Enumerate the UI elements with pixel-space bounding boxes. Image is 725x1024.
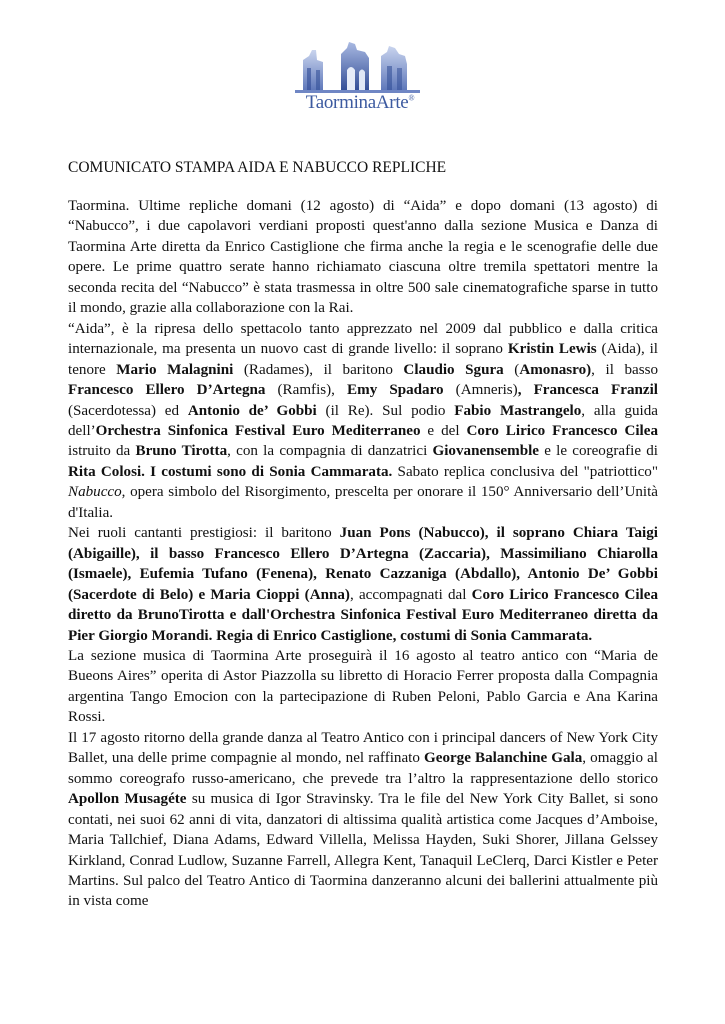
text-run: La sezione musica di Taormina Arte proseguirà il 16 agosto al teatro antico con “Maria de Bueons Aires” operita di Astor Piazzolla su libretto di Horacio Ferrer proposta dalla Compagnia argentina Tango Emocion con la partecipazione di Ruben Peloni, Pablo Garcia e Ana Karina Rossi. bbox=[68, 647, 658, 726]
text-run: , il basso bbox=[591, 361, 658, 378]
text-run: su musica di Igor Stravinsky. Tra le file del New York City Ballet, si sono contati, nei suoi 62 anni di vita, danzatori di altissima qualità artistica come Jacques d’Amboise, Maria Tallchief, Diana Adams, Edward Villella, Melissa Hayden, Suki Shorer, Jillana Gelssey Kirkland, Conrad Ludlow, Suzanne Farrell, Allegra Kent, Tanaquil LeClerq, Darci Kistler e Peter Martins. Sul palco del Teatro Antico di Taormina danzeranno alcuni dei ballerini attualmente più in vista come bbox=[68, 791, 658, 910]
bold-text-run: George Balanchine Gala bbox=[424, 750, 583, 767]
bold-text-run: Fabio Mastrangelo bbox=[454, 402, 582, 419]
text-run: (il Re). Sul podio bbox=[316, 402, 455, 419]
text-run: Nei ruoli cantanti prestigiosi: il baritono bbox=[68, 525, 340, 542]
body-paragraph bbox=[68, 523, 658, 646]
bold-text-run: Francesco Ellero D’Artegna bbox=[68, 382, 266, 399]
text-run: (Ramfis), bbox=[265, 382, 348, 399]
text-run: , opera simbolo del Risorgimento, prescelta per onorare il 150° Anniversario dell’Unità d'Italia. bbox=[68, 484, 658, 521]
bold-text-run: , Francesca Franzil bbox=[517, 382, 658, 399]
bold-text-run: Coro Lirico Francesco Cilea bbox=[466, 422, 658, 439]
bold-text-run: Mario Malagnini bbox=[116, 361, 234, 378]
body-paragraph bbox=[68, 728, 658, 912]
text-run: Sabato replica conclusiva del "patriottico" bbox=[392, 463, 658, 480]
text-run: , accompagnati dal bbox=[349, 586, 472, 603]
bold-text-run: Antonio de’ Gobbi bbox=[187, 402, 317, 419]
text-run: e del bbox=[420, 422, 467, 439]
text-run: “Aida”, è la ripresa dello spettacolo tanto apprezzato nel 2009 dal pubblico e dalla critica internazionale, ma presenta un nuovo cast di grande livello: il soprano bbox=[68, 320, 658, 358]
logo-wordmark: TaorminaArte® bbox=[305, 92, 415, 113]
bold-text-run: Claudio Sgura bbox=[403, 361, 504, 378]
bold-text-run: Orchestra Sinfonica Festival Euro Mediterraneo bbox=[95, 422, 421, 439]
document-body bbox=[68, 196, 658, 912]
text-run: (Radames), il baritono bbox=[233, 361, 404, 378]
bold-text-run: Coro Lirico Francesco Cilea diretto da BrunoTirotta e dall'Orchestra Sinfonica Festival Euro Mediterraneo diretta da Pier Giorgio Morandi. Regia di Enrico Castiglione, costumi di Sonia Cammarata. bbox=[68, 586, 658, 644]
bold-text-run: Giovanensemble bbox=[432, 443, 539, 460]
document-title: COMUNICATO STAMPA AIDA E NABUCCO REPLICHE bbox=[68, 159, 447, 176]
bold-text-run: Amonasro) bbox=[519, 361, 592, 378]
text-run: (Amneris) bbox=[443, 382, 518, 399]
bold-text-run: Apollon Musagéte bbox=[68, 791, 187, 808]
bold-text-run: Juan Pons (Nabucco), il soprano Chiara Taigi (Abigaille), il basso Francesco Ellero D’Artegna (Zaccaria), Massimiliano Chiarolla (Ismaele), Eufemia Tufano (Fenena), Renato Cazzaniga (Abdallo), Antonio De’ Gobbi (Sacerdote di Belo) e Maria Cioppi (Anna) bbox=[68, 525, 658, 603]
italic-text-run: Nabucco bbox=[68, 484, 122, 501]
bold-text-run: Bruno Tirotta bbox=[135, 443, 228, 460]
text-run: (Sacerdotessa) ed bbox=[68, 402, 188, 419]
text-run: istruito da bbox=[68, 443, 136, 460]
text-run: Taormina. Ultime repliche domani (12 agosto) di “Aida” e dopo domani (13 agosto) di “Nabucco”, i due capolavori verdiani proposti quest'anno dalla sezione Musica e Danza di Taormina Arte diretta da Enrico Castiglione che firma anche la regia e le scenografie delle due opere. Le prime quattro serate hanno richiamato ciascuna oltre tremila spettatori mentre la seconda recita del “Nabucco” è stata trasmessa in oltre 500 sale cinematografiche sparse in tutto il mondo, grazie alla collaborazione con la Rai. bbox=[68, 198, 658, 317]
bold-text-run: Rita Colosi. I costumi sono di Sonia Cammarata. bbox=[68, 463, 393, 480]
body-paragraph bbox=[68, 319, 658, 524]
bold-text-run: Emy Spadaro bbox=[347, 382, 444, 399]
body-paragraph bbox=[68, 196, 658, 319]
text-run: e le coreografie di bbox=[539, 443, 659, 460]
text-run: ( bbox=[503, 361, 520, 378]
text-run: Il 17 agosto ritorno della grande danza al Teatro Antico con i principal dancers of New York City Ballet, una delle prime compagnie al mondo, nel raffinato bbox=[68, 729, 658, 767]
text-run: (Aida), il tenore bbox=[68, 341, 659, 378]
bold-text-run: Kristin Lewis bbox=[507, 341, 597, 358]
text-run: , con la compagnia di danzatrici bbox=[227, 443, 433, 460]
text-run: , omaggio al sommo coreografo russo-americano, che prevede tra l’altro la rappresentazione dello storico bbox=[68, 750, 658, 787]
temple-ruins-icon bbox=[285, 40, 435, 95]
text-run: , alla guida dell’ bbox=[68, 402, 658, 439]
taormina-arte-logo bbox=[285, 40, 435, 122]
body-paragraph bbox=[68, 646, 658, 728]
